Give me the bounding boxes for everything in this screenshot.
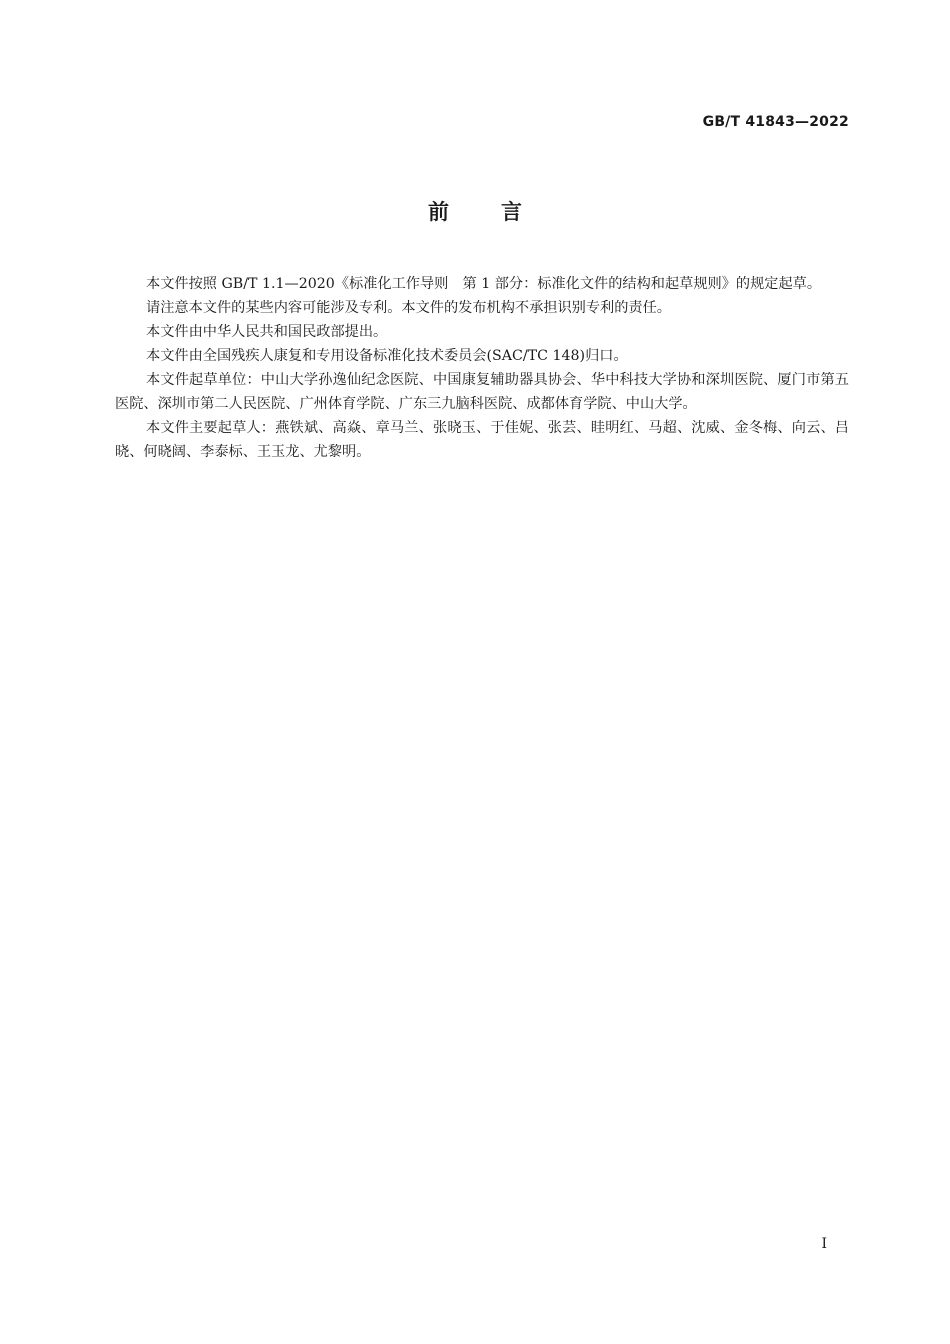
title-char-2: 言 — [501, 200, 522, 224]
paragraph-drafting-rules: 本文件按照 GB/T 1.1—2020《标准化工作导则 第 1 部分：标准化文件的结构和起草规则》的规定起草。 — [146, 276, 822, 292]
paragraph-committee: 本文件由全国残疾人康复和专用设备标准化技术委员会(SAC/TC 148)归口。 — [146, 348, 628, 364]
title-char-1: 前 — [428, 200, 449, 224]
paragraph-drafting-units: 本文件起草单位：中山大学孙逸仙纪念医院、中国康复辅助器具协会、华中科技大学协和深圳医院、厦门市第五医院、深圳市第二人民医院、广州体育学院、广东三九脑科医院、成都体育学院、中山大学。 — [115, 372, 849, 412]
standard-number: GB/T 41843—2022 — [702, 114, 849, 130]
paragraph-proposer: 本文件由中华人民共和国民政部提出。 — [146, 324, 388, 340]
page-title — [0, 196, 950, 226]
paragraph-patent-notice: 请注意本文件的某些内容可能涉及专利。本文件的发布机构不承担识别专利的责任。 — [146, 300, 671, 316]
page-number: I — [821, 1236, 827, 1252]
paragraph-drafters: 本文件主要起草人：燕铁斌、高焱、章马兰、张晓玉、于佳妮、张芸、眭明红、马超、沈威、金冬梅、向云、吕晓、何晓阔、李泰标、王玉龙、尤黎明。 — [115, 420, 849, 460]
foreword-body — [115, 272, 849, 464]
